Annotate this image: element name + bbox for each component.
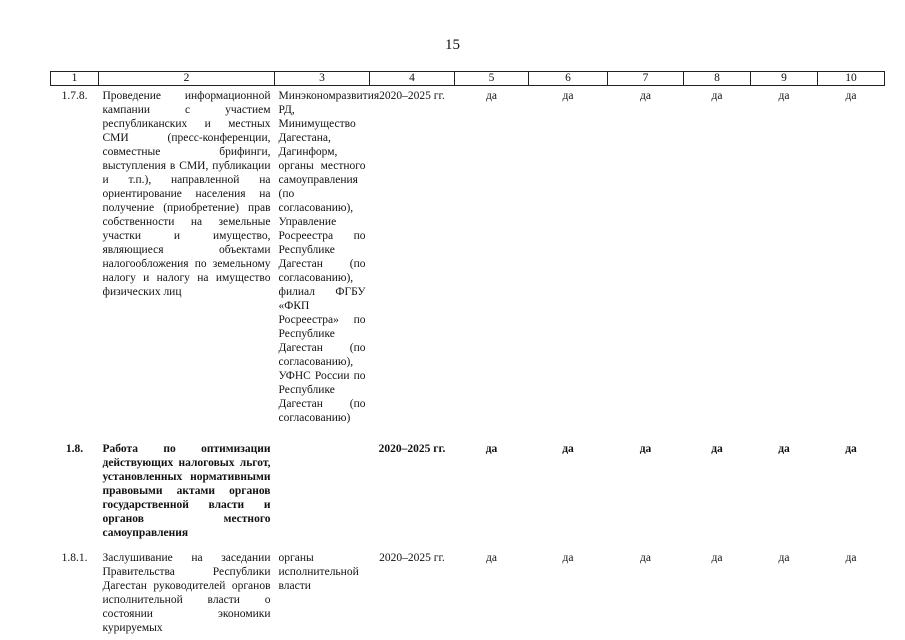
- item-number: 1.8.: [65, 443, 84, 455]
- year-cell: да: [845, 552, 857, 564]
- year-cell: да: [562, 443, 574, 455]
- table-row: [51, 439, 885, 542]
- column-header: 5: [455, 72, 529, 86]
- executor: органы исполнительной власти: [278, 552, 359, 592]
- column-header: 9: [751, 72, 818, 86]
- year-cell: да: [845, 443, 857, 455]
- year-cell: да: [485, 443, 498, 455]
- year-cell: да: [640, 90, 651, 102]
- year-cell: да: [711, 443, 723, 455]
- year-cell: да: [639, 443, 652, 455]
- column-header: 7: [608, 72, 684, 86]
- year-cell: да: [778, 90, 790, 102]
- period: 2020–2025 гг.: [378, 443, 446, 455]
- table-row: [51, 548, 885, 637]
- column-header: 1: [51, 72, 99, 86]
- year-cell: да: [486, 552, 497, 564]
- measures-table: [50, 71, 885, 637]
- table-row: [51, 86, 885, 428]
- measure-description: Проведение информационной кампании с участием республиканских и местных СМИ (пресс-конференции, совместные брифинги, выступления в СМИ, публикации и т.п.), направленной на ориентирование населения на получение (приобретение) прав собственности на земельные участки и имущество, являющиеся объектами налогообложения по земельному налогу и налогу на имущество физических лиц: [102, 90, 271, 298]
- year-cell: да: [845, 90, 857, 102]
- column-header: 2: [99, 72, 275, 86]
- item-number: 1.8.1.: [61, 552, 88, 564]
- year-cell: да: [562, 552, 574, 564]
- column-header: 8: [684, 72, 751, 86]
- executor: [275, 439, 370, 542]
- measure-description: Заслушивание на заседании Правительства Республики Дагестан руководителей органов исполнительной власти о состоянии экономики курируемых: [102, 552, 271, 634]
- year-cell: да: [562, 90, 574, 102]
- executor: Минэкономразвития РД, Минимущество Дагестана, Дагинформ, органы местного самоуправления (по согласованию), Управление Росреестра по Республике Дагестан (по согласованию), филиал ФГБУ «ФКП Росреестра» по Республике Дагестан (по согласованию), УФНС России по Республике Дагестан (по согласованию): [278, 90, 380, 424]
- year-cell: да: [640, 552, 651, 564]
- column-header: 6: [529, 72, 608, 86]
- column-header: 4: [370, 72, 455, 86]
- column-header: 10: [818, 72, 885, 86]
- header-row: [51, 72, 885, 86]
- page-number: 15: [445, 37, 460, 53]
- column-header: 3: [275, 72, 370, 86]
- year-cell: да: [778, 552, 790, 564]
- period: 2020–2025 гг.: [379, 90, 445, 102]
- period: 2020–2025 гг.: [379, 552, 445, 564]
- item-number: 1.7.8.: [61, 90, 88, 102]
- year-cell: да: [711, 90, 723, 102]
- measure-description: Работа по оптимизации действующих налоговых льгот, установленных нормативными правовыми актами органов государственной власти и органов местного самоуправления: [102, 443, 271, 539]
- year-cell: да: [486, 90, 497, 102]
- year-cell: да: [711, 552, 723, 564]
- year-cell: да: [778, 443, 790, 455]
